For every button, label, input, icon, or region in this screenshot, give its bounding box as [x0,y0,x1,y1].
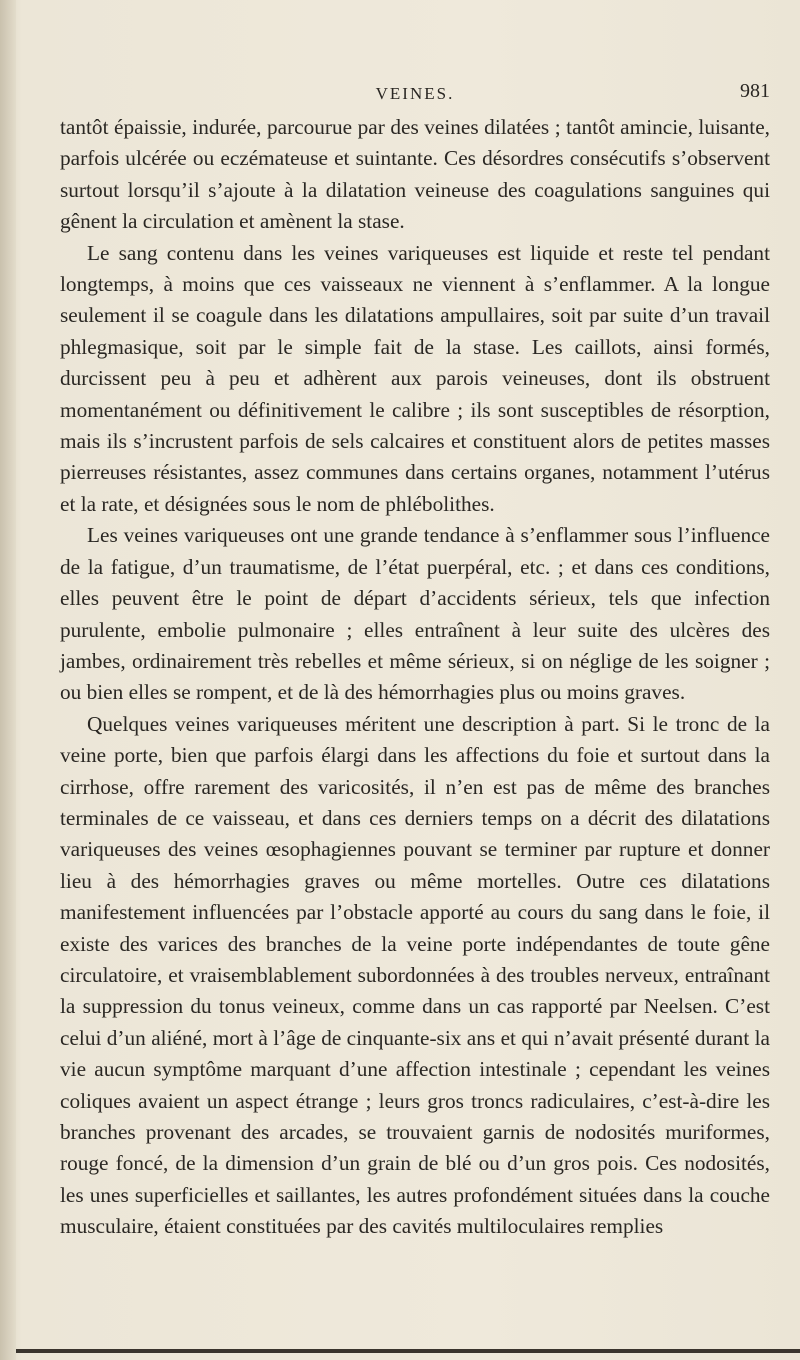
running-head: VEINES. [375,84,455,103]
body-text [60,112,770,1243]
page-bottom-edge [16,1349,800,1353]
page-header [60,78,770,108]
page-number: 981 [740,80,770,102]
paragraph: tantôt épaissie, indurée, parcourue par des veines dilatées ; tantôt amincie, luisante, parfois ulcérée ou eczémateuse et suintante. Ces désordres consécutifs s’observent surtout lorsqu’il s’ajoute à la dilatation veineuse des coagulations sanguines qui gênent la circulation et amènent la stase. [60,115,770,234]
paragraph: Le sang contenu dans les veines variqueuses est liquide et reste tel pendant longtemps, à moins que ces vaisseaux ne viennent à s’enflammer. A la longue seulement il se coagule dans les dilatations ampullaires, soit par suite d’un travail phlegmasique, soit par le simple fait de la stase. Les caillots, ainsi formés, durcissent peu à peu et adhèrent aux parois veineuses, dont ils obstruent momentanément ou définitivement le calibre ; ils sont susceptibles de résorption, mais ils s’incrustent parfois de sels calcaires et constituent alors de petites masses pierreuses résistantes, assez communes dans certains organes, notamment l’utérus et la rate, et désignées sous le nom de phlébolithes. [60,240,770,516]
paragraph: Les veines variqueuses ont une grande tendance à s’enflammer sous l’influence de la fatigue, d’un traumatisme, de l’état puerpéral, etc. ; et dans ces conditions, elles peuvent être le point de départ d’accidents sérieux, tels que infection purulente, embolie pulmonaire ; elles entraînent à leur suite des ulcères des jambes, ordinairement très rebelles et même sérieux, si on néglige de les soigner ; ou bien elles se rompent, et de là des hémorrhagies plus ou moins graves. [60,523,770,705]
paragraph: Quelques veines variqueuses méritent une description à part. Si le tronc de la veine porte, bien que parfois élargi dans les affections du foie et surtout dans la cirrhose, offre rarement des varicosités, il n’en est pas de même des branches terminales de ce vaisseau, et dans ces derniers temps on a décrit des dilatations variqueuses des veines œsophagiennes pouvant se terminer par rupture et donner lieu à des hémorrhagies graves ou même mortelles. Outre ces dilatations manifestement influencées par l’obstacle apporté au cours du sang dans le foie, il existe des varices des branches de la veine porte indépendantes de toute gêne circulatoire, et vraisemblablement subordonnées à des troubles nerveux, entraînant la suppression du tonus veineux, comme dans un cas rapporté par Neelsen. C’est celui d’un aliéné, mort à l’âge de cinquante-six ans et qui n’avait présenté durant la vie aucun symptôme marquant d’une affection intestinale ; cependant les veines coliques avaient un aspect étrange ; leurs gros troncs radiculaires, c’est-à-dire les branches provenant des arcades, se trouvaient garnis de nodosités muriformes, rouge foncé, de la dimension d’un grain de blé ou d’un gros pois. Ces nodosités, les unes superficielles et saillantes, les autres profondément situées dans la couche musculaire, étaient constituées par des cavités multiloculaires remplies [60,711,770,1239]
page-binding-shadow [0,0,16,1360]
